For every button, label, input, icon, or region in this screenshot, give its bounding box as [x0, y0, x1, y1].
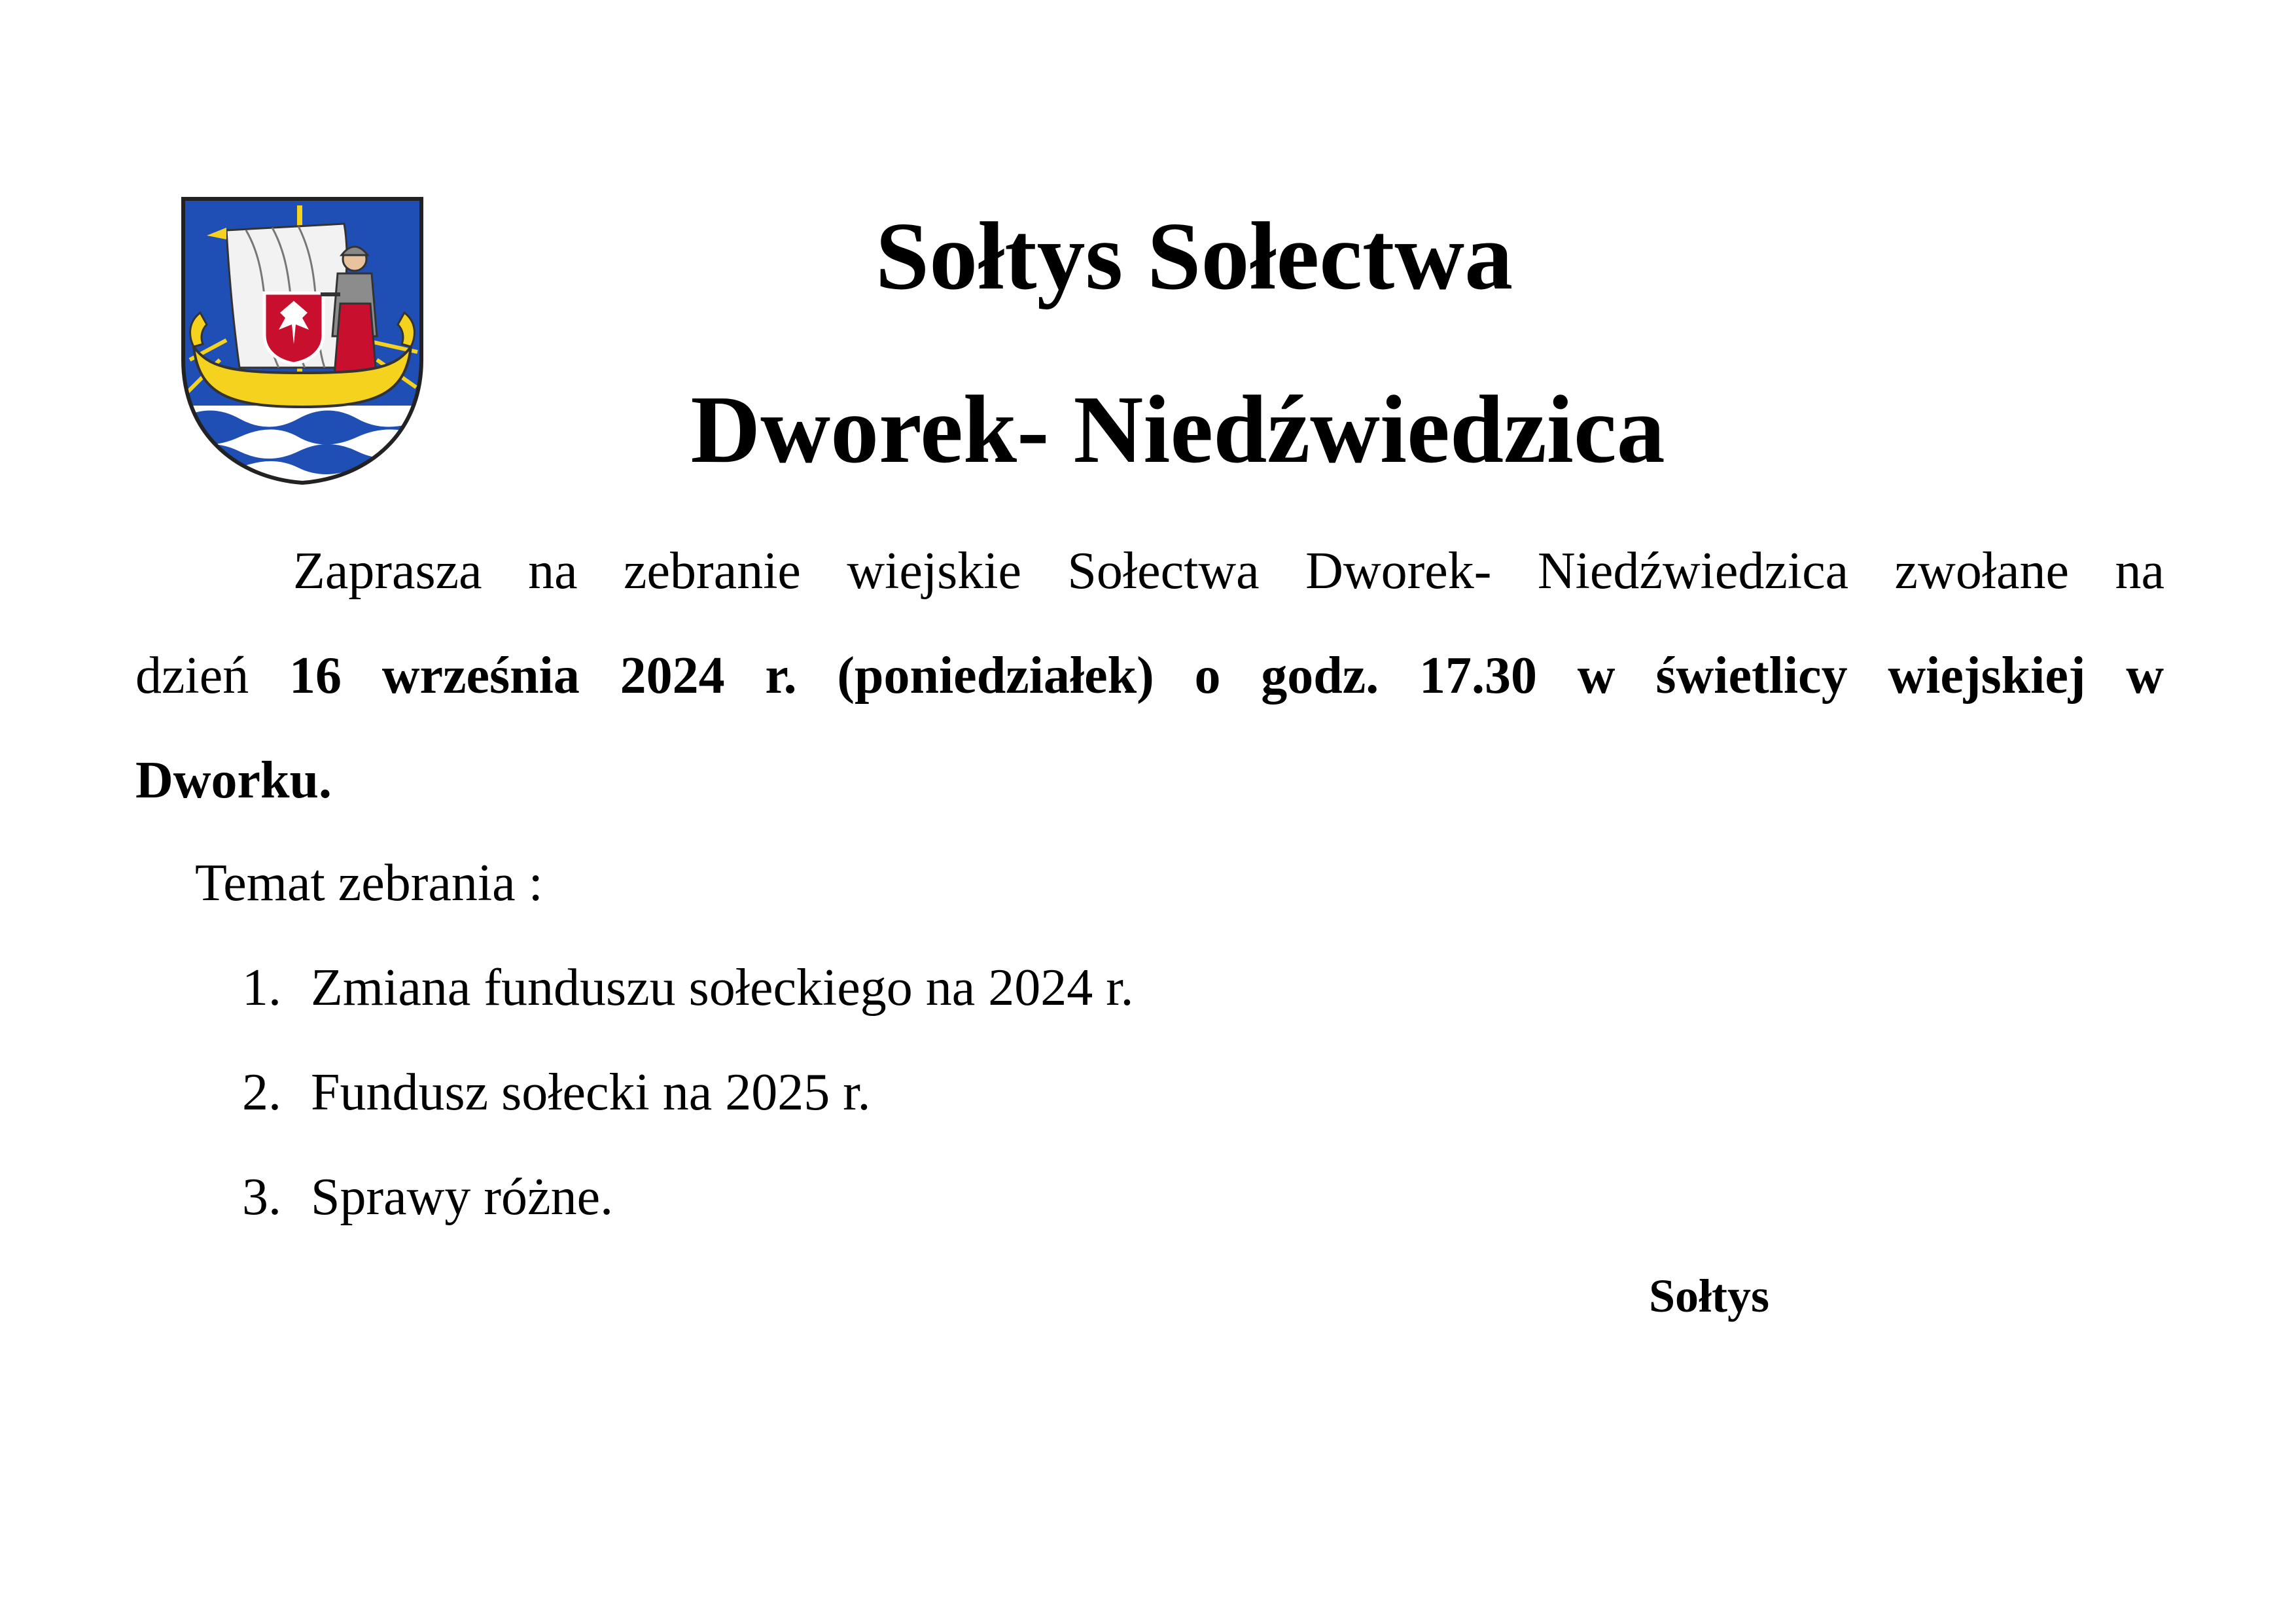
signature: Sołtys [1649, 1270, 1770, 1322]
agenda-item-text: Zmiana funduszu sołeckiego na 2024 r. [311, 959, 1134, 1017]
agenda-item-text: Sprawy różne. [311, 1168, 614, 1226]
agenda-item [242, 1168, 1133, 1276]
agenda-list [242, 959, 1134, 1276]
page-title-line-1: Sołtys Sołectwa [875, 203, 1513, 310]
agenda-item [242, 1066, 1133, 1171]
invitation-date-prefix: dzień [135, 647, 289, 705]
topic-label: Temat zebrania : [195, 854, 543, 912]
invitation-line-1: Zaprasza na zebranie wiejskie Sołectwa Dworek- Niedźwiedzica zwołane na [293, 542, 2164, 600]
coat-of-arms-ship-icon [181, 196, 424, 485]
invitation-location: Dworku. [135, 752, 332, 809]
agenda-item-number: 3. [242, 1168, 281, 1226]
invitation-line-2 [135, 647, 2164, 705]
agenda-item [242, 959, 1134, 1066]
page-title-line-2: Dworek- Niedźwiedzica [690, 376, 1665, 483]
agenda-item-number: 2. [242, 1064, 281, 1121]
agenda-item-number: 1. [242, 959, 281, 1017]
agenda-item-text: Fundusz sołecki na 2025 r. [311, 1064, 871, 1121]
coat-of-arms [181, 196, 424, 485]
invitation-date-details: 16 września 2024 r. (poniedziałek) o godz. 17.30 w świetlicy wiejskiej w [289, 647, 2164, 705]
